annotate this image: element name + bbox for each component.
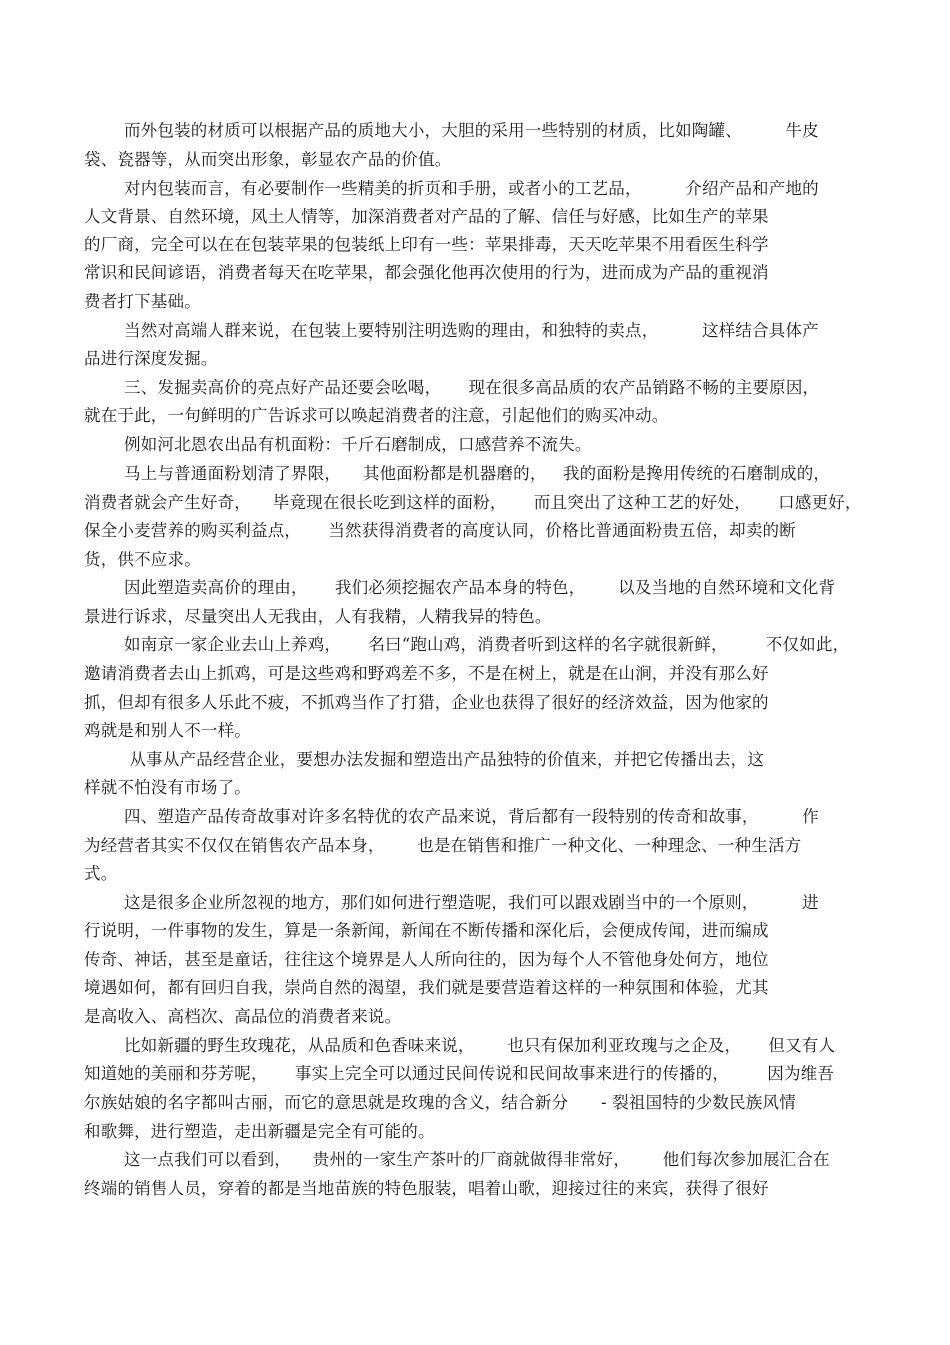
text-line: 从事从产品经营企业，要想办法发掘和塑造出产品独特的价值来，并把它传播出去，这	[124, 750, 765, 769]
text-line: 马上与普通面粉划清了界限， 其他面粉都是机器磨的， 我的面粉是搀用传统的石磨制成的，	[124, 464, 831, 483]
text-line: 景进行诉求，尽量突出人无我由，人有我精，人精我异的特色。	[84, 607, 552, 626]
text-line: 的厂商，完全可以在在包装苹果的包装纸上印有一些：苹果排毒，天天吃苹果不用看医生科学	[84, 235, 769, 254]
text-line: 式。	[84, 864, 118, 883]
text-line: 和歌舞，进行塑造，走出新疆是完全有可能的。	[84, 1122, 435, 1141]
text-line: 因此塑造卖高价的理由， 我们必须挖掘农产品本身的特色， 以及当地的自然环境和文化背	[124, 578, 836, 597]
text-line: 货，供不应求。	[84, 550, 201, 569]
text-line: 鸡就是和别人不一样。	[84, 721, 251, 740]
text-line: 例如河北恩农出品有机面粉：千斤石磨制成，口感营养不流失。	[124, 435, 592, 454]
text-line: 终端的销售人员，穿着的都是当地苗族的特色服装，唱着山歌，迎接过往的来宾，获得了很好	[84, 1179, 769, 1198]
text-line: 样就不怕没有市场了。	[84, 778, 251, 797]
text-line: 为经营者其实不仅仅在销售农产品本身， 也是在销售和推广一种文化、一种理念、一种生活方	[84, 836, 802, 855]
text-line: 是高收入、高档次、高品位的消费者来说。	[84, 1007, 402, 1026]
text-line: 三、发掘卖高价的亮点好产品还要会吆喝， 现在很多高品质的农产品销路不畅的主要原因，	[124, 378, 820, 397]
text-line: 保全小麦营养的购买利益点， 当然获得消费者的高度认同，价格比普通面粉贵五倍，却卖的断	[84, 521, 796, 540]
text-line: 而外包装的材质可以根据产品的质地大小，大胆的采用一些特别的材质，比如陶罐、 牛皮	[124, 121, 819, 140]
text-line: 当然对高端人群来说，在包装上要特别注明选购的理由，和独特的卖点， 这样结合具体产	[124, 321, 819, 340]
text-line: 人文背景、自然环境，风土人情等，加深消费者对产品的了解、信任与好感，比如生产的苹果	[84, 207, 769, 226]
text-line: 就在于此，一句鲜明的广告诉求可以唤起消费者的注意，引起他们的购买冲动。	[84, 406, 669, 425]
text-line: 如南京一家企业去山上养鸡， 名曰“跑山鸡，消费者听到这样的名字就很新鲜， 不仅如此，	[124, 635, 850, 654]
text-line: 知道她的美丽和芬芳呢， 事实上完全可以通过民间传说和民间故事来进行的传播的， 因为维吾	[84, 1064, 835, 1083]
text-line: 行说明，一件事物的发生，算是一条新闻，新闻在不断传播和深化后，会便成传闻，进而编成	[84, 921, 769, 940]
text-line: 品进行深度发掘。	[84, 349, 218, 368]
text-line: 费者打下基础。	[84, 292, 201, 311]
text-line: 这一点我们可以看到， 贵州的一家生产茶叶的厂商就做得非常好， 他们每次参加展汇合在	[124, 1150, 830, 1169]
text-line: 比如新疆的野生玫瑰花，从品质和色香味来说， 也只有保加利亚玫瑰与之企及， 但又有人	[124, 1036, 836, 1055]
text-line: 常识和民间谚语，消费者每天在吃苹果，都会强化他再次使用的行为，进而成为产品的重视消	[84, 263, 769, 282]
text-line: 邀请消费者去山上抓鸡，可是这些鸡和野鸡差不多，不是在树上，就是在山涧，并没有那么好	[84, 664, 769, 683]
text-line: 境遇如何，都有回归自我，崇尚自然的渴望，我们就是要营造着这样的一种氛围和体验，尤其	[84, 978, 769, 997]
text-line: 传奇、神话，甚至是童话，往往这个境界是人人所向往的，因为每个人不管他身处何方，地位	[84, 950, 769, 969]
text-line: 四、塑造产品传奇故事对许多名特优的农产品来说，背后都有一段特别的传奇和故事， 作	[124, 807, 819, 826]
text-line: 袋、瓷器等，从而突出形象，彰显农产品的价值。	[84, 150, 452, 169]
text-line: 对内包装而言，有必要制作一些精美的折页和手册，或者小的工艺品， 介绍产品和产地的	[124, 179, 819, 198]
text-line: 消费者就会产生好奇， 毕竟现在很长吃到这样的面粉， 而且突出了这种工艺的好处， 口感更好，	[84, 493, 862, 512]
text-line: 这是很多企业所忽视的地方，那们如何进行塑造呢，我们可以跟戏剧当中的一个原则， 进	[124, 893, 819, 912]
text-line: 抓，但却有很多人乐此不疲，不抓鸡当作了打猎，企业也获得了很好的经济效益，因为他家的	[84, 693, 769, 712]
text-line: 尔族姑娘的名字都叫古丽，而它的意思就是玫瑰的含义，结合新分 - 裂祖国特的少数民族风情	[84, 1093, 796, 1112]
